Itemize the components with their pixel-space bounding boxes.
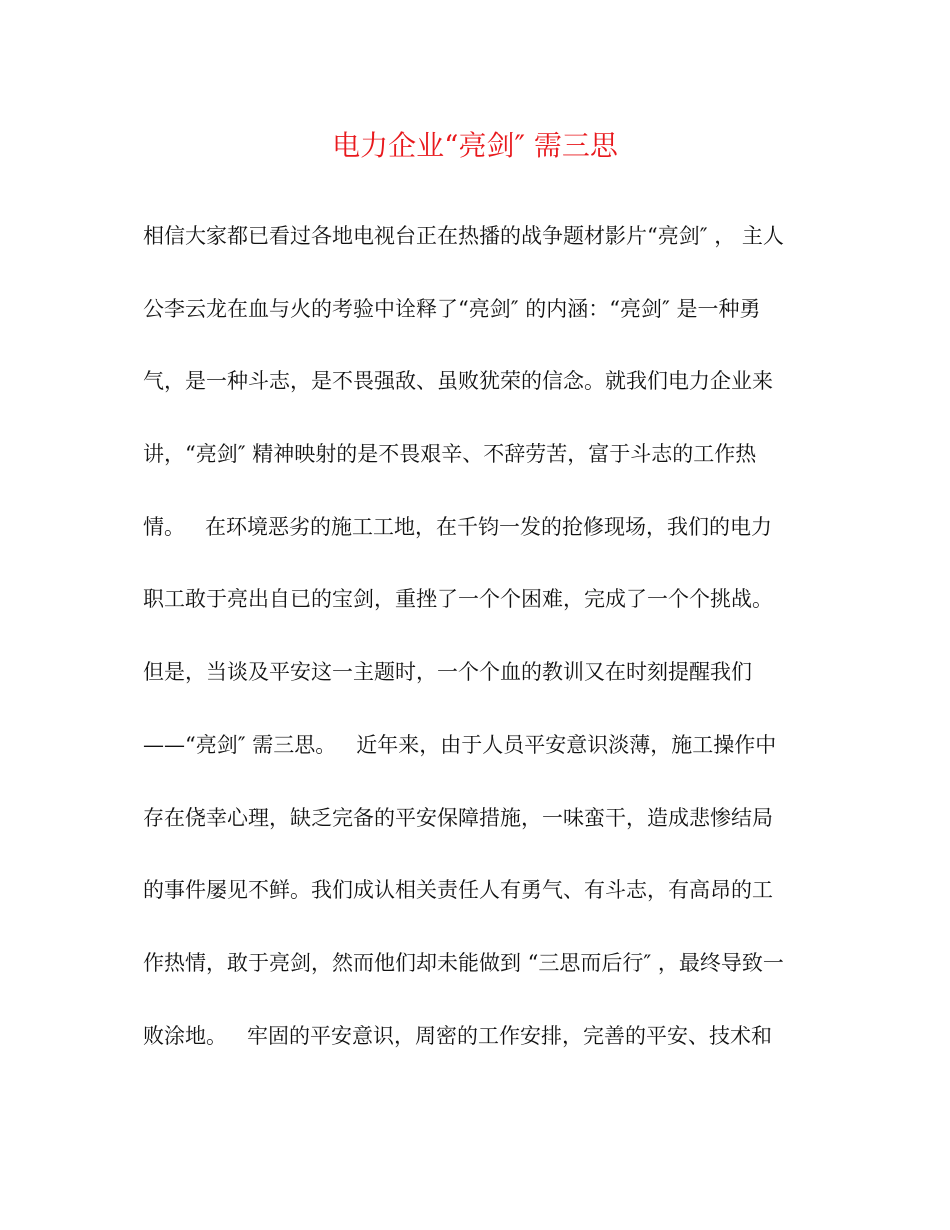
body-line: 作热情，敢于亮剑，然而他们却未能做到 “三思而后行″ ，最终导致一 xyxy=(143,950,784,975)
document-title: 电力企业“亮剑″ 需三思 xyxy=(332,129,618,162)
body-line: 但是，当谈及平安这一主题时，一个个血的教训又在时刻提醒我们 xyxy=(143,660,752,685)
body-line: 的事件屡见不鲜。我们成认相关责任人有勇气、有斗志，有高昂的工 xyxy=(143,878,773,903)
document-body xyxy=(143,212,823,1084)
body-line: 气，是一种斗志，是不畏强敌、虽败犹荣的信念。就我们电力企业来 xyxy=(143,369,773,394)
body-line: ——“亮剑″ 需三思。 近年来，由于人员平安意识淡薄，施工操作中 xyxy=(143,732,777,757)
body-line: 职工敢于亮出自已的宝剑，重挫了一个个困难，完成了一个个挑战。 xyxy=(143,587,773,612)
body-line: 公李云龙在血与火的考验中诠释了“亮剑″ 的内涵：“亮剑″ 是一种勇 xyxy=(143,296,761,321)
body-line: 讲，“亮剑″ 精神映射的是不畏艰辛、不辞劳苦，富于斗志的工作热 xyxy=(143,442,757,467)
body-line: 情。 在环境恶劣的施工工地，在千钧一发的抢修现场，我们的电力 xyxy=(143,514,773,539)
body-line: 存在侥幸心理，缺乏完备的平安保障措施，一味蛮干，造成悲惨结局 xyxy=(143,805,773,830)
body-line: 败涂地。 牢固的平安意识，周密的工作安排，完善的平安、技术和 xyxy=(143,1023,773,1048)
body-line: 相信大家都已看过各地电视台正在热播的战争题材影片“亮剑″ ， 主人 xyxy=(143,224,784,248)
